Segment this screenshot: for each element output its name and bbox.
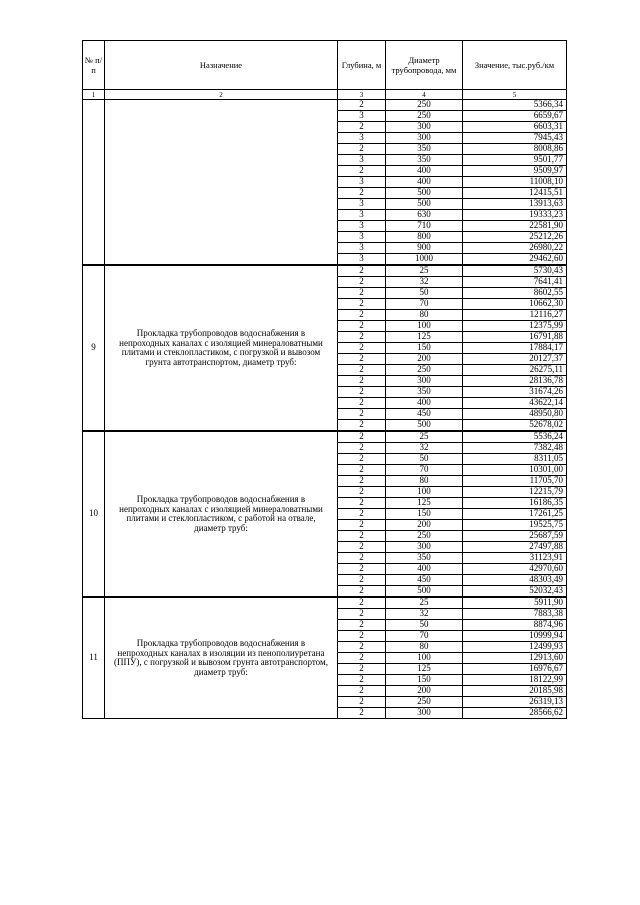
value-cell: 17884,17 [463,343,567,354]
diameter-cell: 125 [386,332,463,343]
value-cell: 10301,00 [463,465,567,476]
diameter-cell: 70 [386,631,463,642]
column-index: 2 [105,90,338,100]
depth-cell: 3 [338,243,386,254]
diameter-cell: 100 [386,653,463,664]
depth-cell: 3 [338,111,386,122]
value-cell: 19525,75 [463,520,567,531]
depth-cell: 2 [338,277,386,288]
depth-cell: 2 [338,420,386,432]
depth-cell: 2 [338,365,386,376]
diameter-cell: 80 [386,310,463,321]
depth-cell: 2 [338,299,386,310]
item-number [83,100,105,266]
depth-cell: 2 [338,144,386,155]
header-number: № п/п [83,41,105,90]
depth-cell: 2 [338,542,386,553]
depth-cell: 2 [338,166,386,177]
value-cell: 48303,49 [463,575,567,586]
value-cell: 27497,88 [463,542,567,553]
diameter-cell: 300 [386,376,463,387]
depth-cell: 2 [338,520,386,531]
depth-cell: 2 [338,443,386,454]
value-cell: 29462,60 [463,254,567,266]
diameter-cell: 200 [386,520,463,531]
diameter-cell: 50 [386,454,463,465]
diameter-cell: 350 [386,144,463,155]
value-cell: 52678,02 [463,420,567,432]
diameter-cell: 70 [386,465,463,476]
diameter-cell: 200 [386,354,463,365]
diameter-cell: 350 [386,387,463,398]
value-cell: 8311,05 [463,454,567,465]
value-cell: 9509,97 [463,166,567,177]
diameter-cell: 32 [386,609,463,620]
value-cell: 12116,27 [463,310,567,321]
diameter-cell: 500 [386,420,463,432]
depth-cell: 2 [338,675,386,686]
diameter-cell: 150 [386,675,463,686]
diameter-cell: 200 [386,686,463,697]
column-index: 4 [386,90,463,100]
depth-cell: 2 [338,376,386,387]
depth-cell: 3 [338,254,386,266]
depth-cell: 2 [338,586,386,598]
diameter-cell: 100 [386,487,463,498]
diameter-cell: 710 [386,221,463,232]
table-row [83,100,567,111]
value-cell: 10999,94 [463,631,567,642]
diameter-cell: 300 [386,708,463,719]
item-description: Прокладка трубопроводов водоснабжения в непроходных каналах с изоляцией минераловатными плитами и стеклопластиком, с работой на отвале, диаметр труб: [105,431,338,597]
value-cell: 18122,99 [463,675,567,686]
diameter-cell: 300 [386,133,463,144]
diameter-cell: 80 [386,642,463,653]
diameter-cell: 50 [386,288,463,299]
diameter-cell: 250 [386,365,463,376]
depth-cell: 3 [338,221,386,232]
depth-cell: 2 [338,122,386,133]
value-cell: 25687,59 [463,531,567,542]
diameter-cell: 250 [386,111,463,122]
value-cell: 16791,88 [463,332,567,343]
value-cell: 26319,13 [463,697,567,708]
value-cell: 7641,41 [463,277,567,288]
table-row [83,597,567,609]
value-cell: 31123,91 [463,553,567,564]
diameter-cell: 500 [386,199,463,210]
column-index: 5 [463,90,567,100]
depth-cell: 3 [338,177,386,188]
item-number: 11 [83,597,105,719]
diameter-cell: 25 [386,265,463,277]
table-section [83,597,567,719]
table-section [83,265,567,431]
depth-cell: 2 [338,664,386,675]
depth-cell: 3 [338,232,386,243]
depth-cell: 2 [338,288,386,299]
diameter-cell: 250 [386,531,463,542]
diameter-cell: 150 [386,509,463,520]
value-cell: 20185,98 [463,686,567,697]
depth-cell: 2 [338,188,386,199]
diameter-cell: 125 [386,664,463,675]
diameter-cell: 400 [386,166,463,177]
diameter-cell: 350 [386,155,463,166]
diameter-cell: 1000 [386,254,463,266]
value-cell: 48950,80 [463,409,567,420]
depth-cell: 2 [338,343,386,354]
header-row [83,41,567,90]
depth-cell: 2 [338,465,386,476]
diameter-cell: 300 [386,122,463,133]
price-table [82,40,567,719]
value-cell: 16186,35 [463,498,567,509]
depth-cell: 3 [338,133,386,144]
value-cell: 31674,26 [463,387,567,398]
diameter-cell: 125 [386,498,463,509]
depth-cell: 2 [338,631,386,642]
depth-cell: 2 [338,564,386,575]
value-cell: 8874,96 [463,620,567,631]
value-cell: 12215,79 [463,487,567,498]
depth-cell: 3 [338,155,386,166]
diameter-cell: 900 [386,243,463,254]
depth-cell: 2 [338,431,386,443]
diameter-cell: 70 [386,299,463,310]
item-description: Прокладка трубопроводов водоснабжения в непроходных каналах в изоляции из пенополиуретана (ППУ), с погрузкой и вывозом грунта автотранспортом, диаметр труб: [105,597,338,719]
column-index: 1 [83,90,105,100]
diameter-cell: 500 [386,586,463,598]
depth-cell: 2 [338,476,386,487]
header-depth: Глубина, м [338,41,386,90]
value-cell: 11008,10 [463,177,567,188]
value-cell: 52032,43 [463,586,567,598]
value-cell: 7382,48 [463,443,567,454]
value-cell: 5911,90 [463,597,567,609]
diameter-cell: 500 [386,188,463,199]
diameter-cell: 400 [386,564,463,575]
diameter-cell: 300 [386,542,463,553]
item-number: 10 [83,431,105,597]
depth-cell: 2 [338,575,386,586]
value-cell: 7883,38 [463,609,567,620]
value-cell: 12913,60 [463,653,567,664]
value-cell: 5366,34 [463,100,567,111]
depth-cell: 2 [338,531,386,542]
depth-cell: 2 [338,620,386,631]
table-section [83,431,567,597]
depth-cell: 2 [338,597,386,609]
diameter-cell: 450 [386,409,463,420]
depth-cell: 2 [338,409,386,420]
diameter-cell: 350 [386,553,463,564]
value-cell: 5730,43 [463,265,567,277]
header-diameter: Диаметр трубопровода, мм [386,41,463,90]
item-number: 9 [83,265,105,431]
value-cell: 10662,30 [463,299,567,310]
diameter-cell: 32 [386,443,463,454]
header-name: Назначение [105,41,338,90]
item-description: Прокладка трубопроводов водоснабжения в непроходных каналах с изоляцией минераловатными плитами и стеклопластиком, с погрузкой и вывозом грунта автотранспортом, диаметр труб: [105,265,338,431]
value-cell: 13913,63 [463,199,567,210]
value-cell: 28136,78 [463,376,567,387]
column-index-row [83,90,567,100]
depth-cell: 2 [338,509,386,520]
depth-cell: 2 [338,686,386,697]
value-cell: 12499,93 [463,642,567,653]
depth-cell: 2 [338,553,386,564]
depth-cell: 2 [338,265,386,277]
depth-cell: 2 [338,310,386,321]
diameter-cell: 400 [386,398,463,409]
value-cell: 12375,99 [463,321,567,332]
table-row [83,431,567,443]
value-cell: 8008,86 [463,144,567,155]
value-cell: 42970,60 [463,564,567,575]
depth-cell: 2 [338,100,386,111]
value-cell: 20127,37 [463,354,567,365]
depth-cell: 2 [338,354,386,365]
depth-cell: 2 [338,498,386,509]
value-cell: 5536,24 [463,431,567,443]
column-index: 3 [338,90,386,100]
depth-cell: 3 [338,199,386,210]
diameter-cell: 400 [386,177,463,188]
depth-cell: 2 [338,332,386,343]
diameter-cell: 32 [386,277,463,288]
depth-cell: 2 [338,642,386,653]
value-cell: 16976,67 [463,664,567,675]
depth-cell: 2 [338,487,386,498]
value-cell: 17261,25 [463,509,567,520]
value-cell: 7945,43 [463,133,567,144]
value-cell: 19333,23 [463,210,567,221]
diameter-cell: 80 [386,476,463,487]
diameter-cell: 630 [386,210,463,221]
depth-cell: 2 [338,653,386,664]
diameter-cell: 150 [386,343,463,354]
diameter-cell: 25 [386,597,463,609]
diameter-cell: 250 [386,100,463,111]
document-page [82,40,566,719]
diameter-cell: 100 [386,321,463,332]
diameter-cell: 800 [386,232,463,243]
value-cell: 22581,90 [463,221,567,232]
depth-cell: 2 [338,398,386,409]
value-cell: 28566,62 [463,708,567,719]
value-cell: 12415,51 [463,188,567,199]
value-cell: 11705,70 [463,476,567,487]
depth-cell: 2 [338,609,386,620]
value-cell: 6603,31 [463,122,567,133]
diameter-cell: 50 [386,620,463,631]
depth-cell: 2 [338,387,386,398]
header-value: Значение, тыс.руб./км [463,41,567,90]
diameter-cell: 250 [386,697,463,708]
value-cell: 9501,77 [463,155,567,166]
value-cell: 26980,22 [463,243,567,254]
value-cell: 6659,67 [463,111,567,122]
table-row [83,265,567,277]
depth-cell: 3 [338,210,386,221]
depth-cell: 2 [338,708,386,719]
depth-cell: 2 [338,697,386,708]
value-cell: 8602,55 [463,288,567,299]
item-description [105,100,338,266]
depth-cell: 2 [338,321,386,332]
diameter-cell: 450 [386,575,463,586]
value-cell: 25212,26 [463,232,567,243]
value-cell: 26275,11 [463,365,567,376]
table-section [83,100,567,266]
depth-cell: 2 [338,454,386,465]
value-cell: 43622,14 [463,398,567,409]
diameter-cell: 25 [386,431,463,443]
